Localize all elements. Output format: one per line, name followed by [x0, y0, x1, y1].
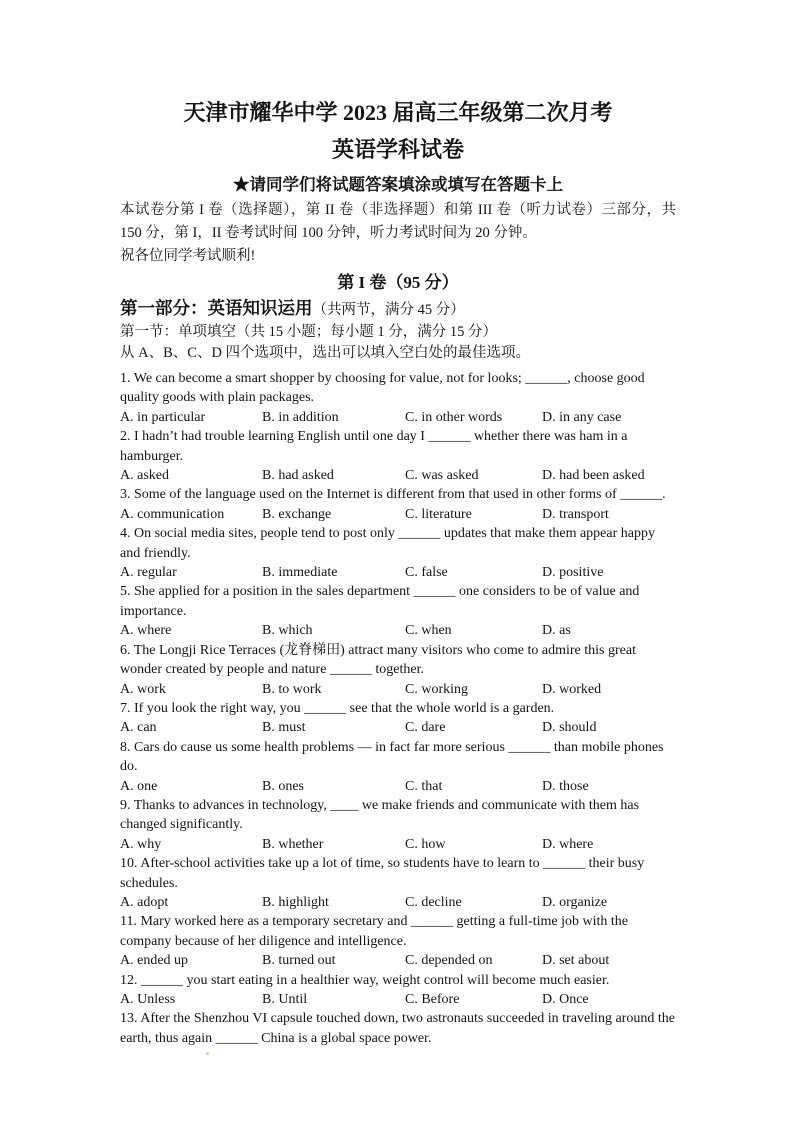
question-options-row — [120, 990, 676, 1009]
question-item — [120, 427, 676, 485]
question-options-row — [120, 835, 676, 854]
question-item — [120, 524, 676, 582]
exam-title-line1: 天津市耀华中学 2023 届高三年级第二次月考 — [183, 100, 613, 125]
question-text: 10. After-school activities take up a lot of time, so students have to learn to ______ their busy schedules. — [120, 856, 645, 891]
question-text: 3. Some of the language used on the Internet is different from that used in other forms of ______. — [120, 487, 666, 503]
part-heading-title: 第一部分：英语知识运用 — [120, 298, 313, 318]
part-heading — [120, 296, 676, 322]
option-d: D. where — [542, 836, 594, 852]
option-d: D. as — [542, 623, 571, 639]
option-c: C. when — [405, 623, 452, 639]
question-item — [120, 738, 676, 796]
question-text: 4. On social media sites, people tend to post only ______ updates that make them appear happy and friendly. — [120, 526, 655, 561]
question-item — [120, 369, 676, 427]
question-item — [120, 582, 676, 640]
question-item — [120, 796, 676, 854]
option-a: A. work — [120, 681, 166, 697]
option-c: C. decline — [405, 894, 462, 910]
option-d: D. set about — [542, 953, 610, 969]
subsection-heading: 第一节：单项填空（共 15 小题；每小题 1 分，满分 15 分） — [120, 324, 497, 340]
good-luck-line: 祝各位同学考试顺利! — [120, 248, 256, 264]
option-d: D. positive — [542, 565, 604, 581]
question-text: 9. Thanks to advances in technology, ____ we make friends and communicate with them has changed significantly. — [120, 797, 640, 833]
exam-intro-paragraph: 本试卷分第 I 卷（选择题），第 II 卷（非选择题）和第 III 卷（听力试卷）三部分，共 150 分，第 I，II 卷考试时间 100 分钟，听力考试时间为 20 分钟。 — [120, 202, 676, 241]
instruction-line: 从 A、B、C、D 四个选项中，选出可以填入空白处的最佳选项。 — [120, 345, 531, 361]
option-b: B. to work — [262, 681, 322, 697]
option-b: B. immediate — [262, 565, 338, 581]
option-b: B. in addition — [262, 409, 339, 425]
question-text: 2. I hadn’t had trouble learning English until one day I ______ whether there was ham in a hamburger. — [120, 429, 628, 464]
option-c: C. dare — [405, 720, 446, 736]
option-b: B. highlight — [262, 894, 329, 910]
option-b: B. must — [262, 720, 306, 736]
question-item — [120, 485, 676, 524]
option-b: B. had asked — [262, 468, 334, 484]
option-b: B. turned out — [262, 953, 336, 969]
question-options-row — [120, 893, 676, 912]
option-a: A. why — [120, 836, 162, 852]
option-d: D. in any case — [542, 409, 622, 425]
question-options-row — [120, 777, 676, 796]
questions-list — [120, 369, 676, 1048]
option-b: B. ones — [262, 778, 304, 794]
question-options-row — [120, 408, 676, 427]
option-c: C. depended on — [405, 953, 493, 969]
option-a: A. where — [120, 623, 172, 639]
question-item — [120, 854, 676, 912]
question-options-row — [120, 466, 676, 485]
exam-content — [120, 0, 676, 1048]
question-text: 1. We can become a smart shopper by choosing for value, not for looks; ______, choose good quality goods with plain packages. — [120, 371, 645, 406]
option-a: A. can — [120, 720, 157, 736]
option-d: D. should — [542, 720, 597, 736]
option-a: A. in particular — [120, 409, 206, 425]
exam-title-line2: 英语学科试卷 — [331, 137, 464, 162]
question-item — [120, 699, 676, 738]
option-d: D. Once — [542, 992, 589, 1007]
option-c: C. Before — [405, 992, 460, 1007]
option-d: D. organize — [542, 894, 608, 910]
question-text: 6. The Longji Rice Terraces (龙脊梯田) attract many visitors who come to admire this great wonder created by people and nature ______ together. — [120, 642, 636, 678]
option-c: C. working — [405, 681, 468, 697]
option-b: B. which — [262, 623, 313, 639]
option-a: A. one — [120, 778, 158, 794]
option-c: C. was asked — [405, 468, 479, 484]
option-d: D. those — [542, 778, 589, 794]
volume-heading: 第 I 卷（95 分） — [337, 273, 459, 292]
option-a: A. Unless — [120, 992, 176, 1007]
option-c: C. false — [405, 565, 448, 581]
question-options-row — [120, 505, 676, 524]
question-text: 5. She applied for a position in the sales department ______ one considers to be of value and importance. — [120, 584, 640, 619]
question-item — [120, 641, 676, 699]
question-item — [120, 912, 676, 970]
option-d: D. worked — [542, 681, 602, 697]
option-a: A. regular — [120, 565, 177, 581]
option-c: C. that — [405, 778, 443, 794]
question-options-row — [120, 718, 676, 737]
question-text: 7. If you look the right way, you ______ see that the whole world is a garden. — [120, 700, 555, 716]
question-item — [120, 971, 676, 1010]
question-text: 13. After the Shenzhou VI capsule touched down, two astronauts succeeded in traveling around the earth, thus again ______ China is a global space power. — [120, 1011, 675, 1046]
option-b: B. whether — [262, 836, 324, 852]
option-a: A. communication — [120, 506, 225, 522]
question-options-row — [120, 951, 676, 970]
question-text: 12. ______ you start eating in a healthier way, weight control will become much easier. — [120, 972, 610, 988]
option-c: C. how — [405, 836, 446, 852]
question-options-row — [120, 563, 676, 582]
option-a: A. asked — [120, 468, 169, 484]
question-options-row — [120, 680, 676, 699]
option-a: A. adopt — [120, 894, 169, 910]
option-a: A. ended up — [120, 953, 189, 969]
part-heading-detail: （共两节，满分 45 分） — [312, 302, 465, 318]
question-options-row — [120, 621, 676, 640]
question-item — [120, 1009, 676, 1048]
option-d: D. transport — [542, 506, 609, 522]
question-text: 8. Cars do cause us some health problems — in fact far more serious ______ than mobile phones do. — [120, 739, 664, 775]
option-c: C. in other words — [405, 409, 503, 425]
option-b: B. Until — [262, 992, 308, 1007]
option-d: D. had been asked — [542, 468, 645, 484]
option-b: B. exchange — [262, 506, 332, 522]
option-c: C. literature — [405, 506, 472, 522]
answer-sheet-notice: ★请同学们将试题答案填涂或填写在答题卡上 — [233, 175, 563, 194]
question-text: 11. Mary worked here as a temporary secretary and ______ getting a full-time job with the company because of her diligence and intelligence. — [120, 914, 628, 949]
scan-artifact-dot — [206, 1052, 209, 1055]
